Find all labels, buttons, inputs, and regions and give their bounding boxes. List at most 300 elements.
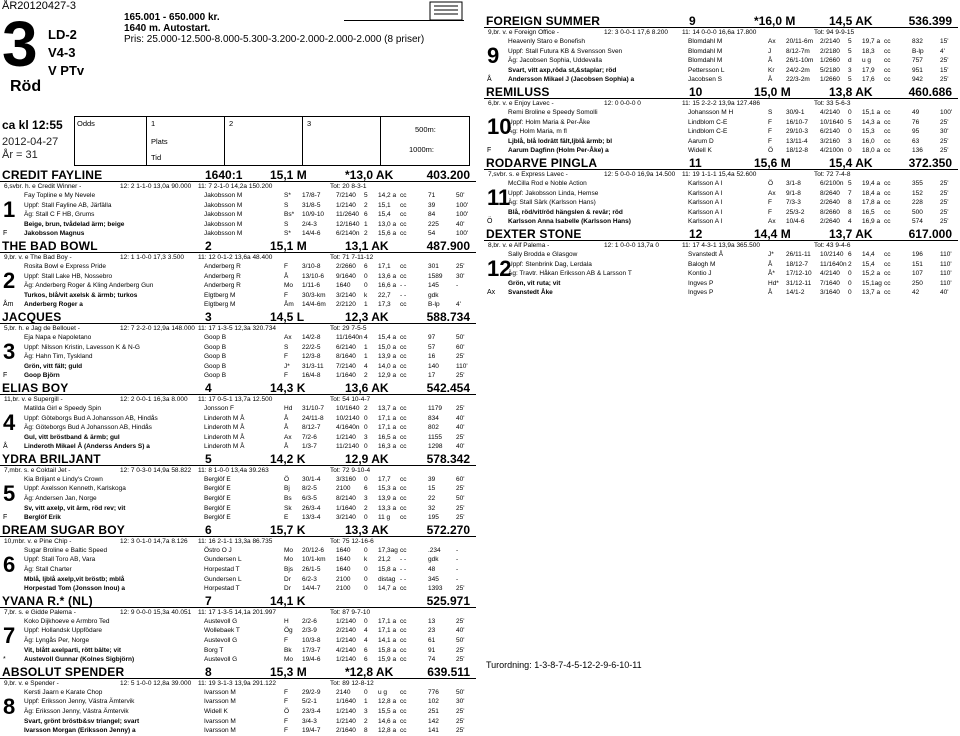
record-cell: 2/2660 <box>336 262 356 270</box>
race-type-3: V PTv <box>48 63 85 78</box>
record-cell: 17,3 <box>378 301 391 309</box>
record-cell: 2 <box>364 504 368 512</box>
horse-points: 15,6 M <box>754 155 791 170</box>
record-cell: 355 <box>912 179 923 187</box>
race-box <box>2 8 120 102</box>
record-cell: 11/2140 <box>336 443 360 451</box>
race-record-row <box>484 37 958 47</box>
record-cell: 5 <box>848 38 852 45</box>
record-cell: Åm <box>284 301 294 309</box>
record-cell: 136 <box>912 147 923 155</box>
record-cell: cc <box>400 443 407 451</box>
record-cell: cc <box>400 727 407 735</box>
record-cell: 345 <box>428 575 439 583</box>
record-cell: 3/2140 <box>336 514 356 522</box>
record-cell: - <box>456 556 459 564</box>
record-cell: 20/11-6m <box>786 38 813 45</box>
record-cell: Linderoth M Å <box>204 443 245 451</box>
record-cell: 10/4-6 <box>786 218 805 226</box>
record-text: Rosita Bowl e Express Pride <box>24 262 107 270</box>
record-cell: 5 <box>848 118 852 126</box>
horse-number: 6 <box>3 551 16 577</box>
record-cell: - <box>456 575 459 583</box>
record-cell: 100' <box>456 230 469 238</box>
summary-cell: 11: 19 3-1-3 13,9a 291.122 <box>198 679 276 687</box>
record-cell: 0 <box>848 270 852 278</box>
record-cell: 49 <box>912 108 920 116</box>
record-cell: 1640 <box>336 546 351 554</box>
record-cell: 2 <box>364 372 368 380</box>
record-cell: cc <box>884 108 891 116</box>
race-record-row <box>0 229 476 239</box>
record-cell: 13,7 a <box>862 289 881 297</box>
record-cell: Å <box>284 443 289 451</box>
record-cell: - <box>456 546 459 554</box>
record-cell: cc <box>400 475 407 483</box>
record-cell: cc <box>400 211 407 219</box>
race-record-row <box>484 179 958 189</box>
record-cell: 17,6 <box>862 76 875 84</box>
horse-entry <box>0 168 476 239</box>
record-cell: Karlsson A I <box>688 208 723 216</box>
record-cell: 100' <box>456 201 469 209</box>
summary-cell: 12: 5 0-0-0 16,9a 14.500 <box>604 170 676 178</box>
record-cell: 152 <box>912 189 923 197</box>
record-cell: 2/2140 <box>336 627 356 635</box>
horse-number: 2 <box>3 267 16 293</box>
record-cell: cc <box>400 362 407 370</box>
tid-label: Tid <box>151 153 162 162</box>
record-cell: 15,1ag <box>862 279 882 287</box>
record-cell: 0 <box>848 279 852 287</box>
record-cell: 110' <box>940 250 952 258</box>
start-number: 1640:1 <box>205 168 243 182</box>
record-cell: 1/2660 <box>820 76 840 84</box>
record-cell: F <box>768 118 772 126</box>
record-text: Svart, grönt bröstb&sv triangel; svart <box>24 717 140 725</box>
record-cell: 14,7 a <box>378 585 397 593</box>
record-cell: F <box>768 128 772 136</box>
summary-cell: 11: 7 2-1-0 14,2a 150.200 <box>198 183 273 190</box>
horse-points: 15,7 K <box>270 522 306 537</box>
horse-points: 15,1 M <box>270 168 307 182</box>
horse-body <box>0 404 476 452</box>
record-text: Linderoth Mikael Å (Anderss Anders S) a <box>24 443 150 451</box>
record-cell: 25' <box>940 76 949 84</box>
record-cell: 0 <box>364 688 368 696</box>
record-cell: 11 g <box>378 514 391 522</box>
record-cell: 13,9 a <box>378 495 397 503</box>
race-record-row <box>0 584 476 594</box>
record-cell: 40' <box>456 424 465 432</box>
race-record-row <box>0 726 476 736</box>
record-cell: 8/12-7 <box>302 424 321 432</box>
record-cell: 8/12-7m <box>786 47 810 55</box>
record-cell: 50' <box>456 495 465 503</box>
horse-header <box>0 381 476 395</box>
prize-sum: 460.686 <box>908 84 952 99</box>
record-cell: 25' <box>456 504 465 512</box>
record-cell: Goop B <box>204 353 227 361</box>
record-cell: 17,7 <box>378 475 391 483</box>
record-cell: 15,1 <box>378 201 391 209</box>
record-cell: 4' <box>456 301 461 309</box>
record-cell: 140 <box>428 362 439 370</box>
odds-col-3 <box>303 117 381 165</box>
record-cell: cc <box>400 333 407 341</box>
record-cell: 1/2140 <box>336 717 356 725</box>
record-cell: Goop B <box>204 333 227 341</box>
race-record-row <box>0 697 476 707</box>
record-cell: 12,8 a <box>378 698 397 706</box>
prize-sum: 536.399 <box>908 14 952 28</box>
race-record-row <box>0 404 476 414</box>
record-cell: 8/2140 <box>336 495 356 503</box>
record-cell: 22/2-5 <box>302 343 321 351</box>
record-cell: 16,5 a <box>378 433 397 441</box>
record-cell: Ö <box>284 707 290 715</box>
record-cell: Ax <box>284 433 292 441</box>
record-cell: u g <box>862 57 872 65</box>
record-cell: 32 <box>428 504 436 512</box>
summary-cell: 11: 19 1-1-1 15,4a 52.600 <box>682 170 757 178</box>
record-cell: Hd <box>284 404 293 412</box>
record-cell: 834 <box>428 414 439 422</box>
record-cell: 9/1-8 <box>786 189 801 197</box>
record-cell: Mo <box>284 556 294 564</box>
horse-extra-points: 15,4 AK <box>829 155 873 170</box>
record-cell: 11/1640n <box>820 260 847 268</box>
row-lead: F <box>3 514 8 522</box>
record-cell: 30/3-km <box>302 291 326 299</box>
record-cell: cc <box>400 262 407 270</box>
race-record-row <box>0 201 476 211</box>
record-cell: Ög <box>284 627 293 635</box>
record-cell: 25' <box>456 617 465 625</box>
record-cell: 3/10-8 <box>302 262 321 270</box>
record-cell: 7/2140 <box>336 192 356 199</box>
race-year: År = 31 <box>2 149 38 161</box>
record-cell: 6 <box>364 656 368 664</box>
record-cell: Berglöf E <box>204 504 231 512</box>
record-cell: Horpestad T <box>204 566 240 574</box>
record-cell: 100' <box>456 211 469 219</box>
record-cell: 14/2-8 <box>302 333 321 341</box>
record-cell: 7/2-6 <box>302 433 317 441</box>
record-cell: B-lp <box>428 301 440 309</box>
record-cell: 40' <box>456 443 465 451</box>
record-cell: 42 <box>912 289 920 297</box>
race-record-row <box>0 272 476 282</box>
horse-body <box>0 262 476 310</box>
odds-table <box>74 116 470 166</box>
row-lead: Å <box>3 443 8 451</box>
record-cell: 26/3-4 <box>302 504 321 512</box>
horse-header <box>484 156 958 170</box>
horse-entry <box>0 310 476 381</box>
record-cell: 2/2640 <box>820 199 840 207</box>
horse-number: 12 <box>487 255 512 281</box>
record-cell: Ax <box>768 218 776 226</box>
record-cell: 15,2 a <box>862 270 881 278</box>
record-text: Uppf: Hollandsk Uppfödare <box>24 627 103 635</box>
record-cell: Borg T <box>204 646 224 654</box>
record-cell: cc <box>884 218 891 226</box>
record-text: Mblå, ljblå axelp,vit bröstb; mblå <box>24 575 125 583</box>
prize-line-1: 165.001 - 650.000 kr. <box>124 12 220 23</box>
horse-extra-points: 12,9 AK <box>345 451 389 466</box>
summary-cell: 12: 2 1-1-0 13,0a 90.000 <box>120 183 192 190</box>
record-cell: 39 <box>428 201 436 209</box>
summary-cell: 12: 1 1-0-0 17,3 3.500 <box>120 253 184 261</box>
record-cell: 30/1-4 <box>302 475 321 483</box>
record-cell: S <box>284 343 289 351</box>
start-number: 11 <box>689 155 702 170</box>
record-text: Ivarsson Morgan (Eriksson Jenny) a <box>24 727 136 735</box>
record-cell: 18/12-8 <box>786 147 809 155</box>
horse-points: 15,3 M <box>270 664 307 679</box>
record-cell: 11/2640 <box>336 211 360 219</box>
horse-extra-points: 13,6 AK <box>345 380 389 395</box>
record-cell: cc <box>400 272 407 280</box>
record-text: Uppf: Stall Futura KB & Svensson Sven <box>508 47 623 55</box>
record-cell: cc <box>400 424 407 432</box>
record-cell: 1/2140 <box>336 637 356 644</box>
record-cell: 30' <box>940 128 949 136</box>
summary-cell: 11: 17 4-3-1 13,9a 365.500 <box>682 241 760 249</box>
record-cell: 1/11-6 <box>302 282 320 290</box>
record-cell: 6 <box>848 250 852 258</box>
left-entries <box>0 168 476 736</box>
summary-cell: 9,br. v. e Spender - <box>4 679 59 687</box>
record-cell: 17,3ag <box>378 546 398 554</box>
race-record-row <box>0 343 476 353</box>
record-cell: - - <box>400 291 407 299</box>
race-record-row <box>0 575 476 585</box>
record-cell: 251 <box>428 707 439 715</box>
summary-cell: Tot: 89 12-8-12 <box>330 679 374 687</box>
record-cell: 4 <box>364 627 368 635</box>
start-number: 8 <box>205 664 212 679</box>
prize-sum: 572.270 <box>426 522 470 537</box>
record-cell: 10/2140 <box>820 250 844 258</box>
horse-points: 14,1 K <box>270 593 306 608</box>
horse-body <box>484 108 958 156</box>
record-text: Horpestad Tom (Jonsson Inou) a <box>24 585 125 593</box>
record-cell: 16,9 a <box>862 218 881 226</box>
record-cell: S* <box>284 230 291 238</box>
horse-entry <box>484 227 958 298</box>
record-cell: Blomdahl M <box>688 38 723 45</box>
record-cell: Gundersen L <box>204 556 242 564</box>
start-number: 9 <box>689 14 696 28</box>
race-color: Röd <box>10 78 42 95</box>
record-cell: 6/2140n <box>336 230 360 238</box>
record-cell: Goop B <box>204 372 227 380</box>
record-cell: 225 <box>428 220 439 228</box>
record-cell: 14/4-6 <box>302 230 321 238</box>
horse-points: 14,5 L <box>270 309 305 324</box>
horse-name: DREAM SUGAR BOY <box>2 522 126 537</box>
record-cell: 100' <box>940 108 953 116</box>
record-cell: 16,3 a <box>378 443 397 451</box>
record-cell: Elgtberg M <box>204 301 236 309</box>
race-record-row <box>0 333 476 343</box>
record-cell: Jacobsen S <box>688 76 722 84</box>
record-cell: 301 <box>428 262 439 270</box>
record-cell: 71 <box>428 192 436 199</box>
race-record-row <box>484 279 958 289</box>
race-record-row <box>484 47 958 57</box>
record-text: Ljblå, blå lodrätt fält,ljblå ärmb; bl <box>508 137 613 145</box>
summary-cell: 5,br. h. e Jag de Bellouet - <box>4 324 80 332</box>
record-cell: 0 <box>848 147 852 155</box>
record-cell: 11/1640n <box>336 333 363 341</box>
record-cell: 0 <box>364 424 368 432</box>
record-cell: 1/2140 <box>336 707 356 715</box>
record-cell: cc <box>884 128 891 136</box>
record-text: Karlsson Anna Isabelle (Karlsson Hans) <box>508 218 631 226</box>
record-cell: cc <box>400 617 407 625</box>
record-cell: 31/10-7 <box>302 404 325 412</box>
record-cell: 5 <box>848 76 852 84</box>
record-cell: cc <box>400 637 407 644</box>
record-cell: 30/9-1 <box>786 108 805 116</box>
record-cell: 2/2120 <box>336 301 356 309</box>
record-cell: 1 <box>364 220 368 228</box>
record-cell: Bs <box>284 495 292 503</box>
race-record-row <box>484 260 958 270</box>
record-text: Äg: Göteborgs Bud A Johansson AB, Hindås <box>24 424 152 432</box>
record-cell: 15,3 <box>862 128 875 136</box>
record-cell: Jakobsson M <box>204 220 243 228</box>
record-cell: 25' <box>456 404 465 412</box>
record-text: Äg: Eriksson Jenny, Västra Ämtervik <box>24 707 129 715</box>
record-cell: 84 <box>428 211 436 219</box>
horse-body <box>0 333 476 381</box>
record-cell: 3 <box>848 137 852 145</box>
record-cell: 2 <box>848 260 852 268</box>
record-cell: 17,1 a <box>378 627 397 635</box>
record-cell: 40' <box>456 414 465 422</box>
summary-cell: 12: 5 1-0-0 12,8a 39.000 <box>120 679 192 687</box>
race-record-row <box>0 688 476 698</box>
record-cell: Östro O J <box>204 546 232 554</box>
race-record-row <box>0 655 476 665</box>
horse-points: 14,3 K <box>270 380 306 395</box>
record-cell: cc <box>400 585 407 593</box>
record-text: Uppf: Axelsson Kenneth, Karlskoga <box>24 485 126 493</box>
record-cell: F <box>768 208 772 216</box>
record-cell: 102 <box>428 698 439 706</box>
record-text: Äg: Holm Maria, m fl <box>508 128 567 136</box>
record-cell: 0 <box>364 282 368 290</box>
record-cell: 39 <box>428 475 436 483</box>
record-text: Kersti Jaarn e Karate Chop <box>24 688 103 696</box>
horse-entry <box>484 156 958 227</box>
horse-name: CREDIT FAYLINE <box>2 168 103 182</box>
record-cell: 13/11-4 <box>786 137 808 145</box>
record-cell: distag <box>378 575 396 583</box>
record-cell: 951 <box>912 66 923 74</box>
start-number: 7 <box>205 593 212 608</box>
record-cell: 18/12-7 <box>786 260 809 268</box>
horse-name: ABSOLUT SPENDER <box>2 664 125 679</box>
odds-col-1-label: 1 <box>151 119 156 128</box>
record-cell: cc <box>400 372 407 380</box>
record-cell: 57 <box>428 343 436 351</box>
record-cell: cc <box>400 414 407 422</box>
record-cell: 142 <box>428 717 439 725</box>
race-record-row <box>0 636 476 646</box>
record-text: Remi Broline e Speedy Somolli <box>508 108 598 116</box>
record-cell: F <box>284 717 288 725</box>
prize-sum: 542.454 <box>426 380 470 395</box>
race-record-row <box>0 362 476 372</box>
race-record-row <box>0 475 476 485</box>
prize-sum: 639.511 <box>427 664 470 679</box>
summary-cell: 9,br. v. e Foreign Office - <box>488 29 559 36</box>
record-cell: Jakobsson M <box>204 211 243 219</box>
record-cell: Lindblom C-E <box>688 118 728 126</box>
record-cell: 10/2140 <box>336 414 360 422</box>
record-cell: F <box>284 698 288 706</box>
horse-entry <box>484 14 958 85</box>
row-lead: F <box>3 230 8 238</box>
record-cell: 2100 <box>336 585 351 593</box>
record-cell: 15,8 a <box>378 566 397 574</box>
summary-cell: 11: 12 0-1-2 13,6a 48.400 <box>198 253 273 261</box>
record-cell: 0 <box>364 575 368 583</box>
summary-cell: 12: 0 0-0-0 0 <box>604 99 641 107</box>
record-cell: 2/2640 <box>820 218 840 226</box>
record-cell: F <box>284 727 288 735</box>
record-cell: 145 <box>428 282 439 290</box>
horse-header <box>484 14 958 28</box>
row-lead: * <box>3 656 6 664</box>
record-cell: 30' <box>456 272 465 280</box>
record-cell: 26/1-5 <box>302 566 321 574</box>
record-cell: 2140 <box>336 688 351 696</box>
record-cell: 14/4-6m <box>302 301 326 309</box>
record-cell: 17,1 a <box>378 617 397 625</box>
record-cell: Ivarsson M <box>204 698 236 706</box>
race-record-row <box>0 371 476 381</box>
summary-cell: Tot: 72 9-10-4 <box>330 466 371 474</box>
record-cell: Kr <box>768 66 775 74</box>
record-cell: 4 <box>364 637 368 644</box>
record-text: Uppf: Eriksson Jenny, Västra Ämtervik <box>24 698 135 706</box>
summary-cell: Tot: 20 8-3-1 <box>330 183 367 190</box>
record-cell: - <box>456 566 459 574</box>
record-cell: cc <box>400 353 407 361</box>
horse-extra-points: 13,3 AK <box>345 522 389 537</box>
race-record-row <box>0 352 476 362</box>
record-cell: gdk <box>428 556 439 564</box>
record-cell: Å <box>768 76 773 84</box>
record-cell: 22/3-2m <box>786 76 810 84</box>
race-record-row <box>484 208 958 218</box>
summary-cell: 12: 7 2-2-0 12,9a 148.000 <box>120 324 195 332</box>
record-cell: 0 <box>364 272 368 280</box>
record-cell: 7/2140 <box>336 362 356 370</box>
record-cell: 4/2140 <box>820 270 840 278</box>
record-cell: cc <box>400 546 407 554</box>
summary-cell: 7,mbr. s. e Coktail Jet - <box>4 466 71 474</box>
record-cell: Berglöf E <box>204 514 231 522</box>
record-cell: 6 <box>364 646 368 654</box>
record-cell: 15,4 <box>378 211 391 219</box>
